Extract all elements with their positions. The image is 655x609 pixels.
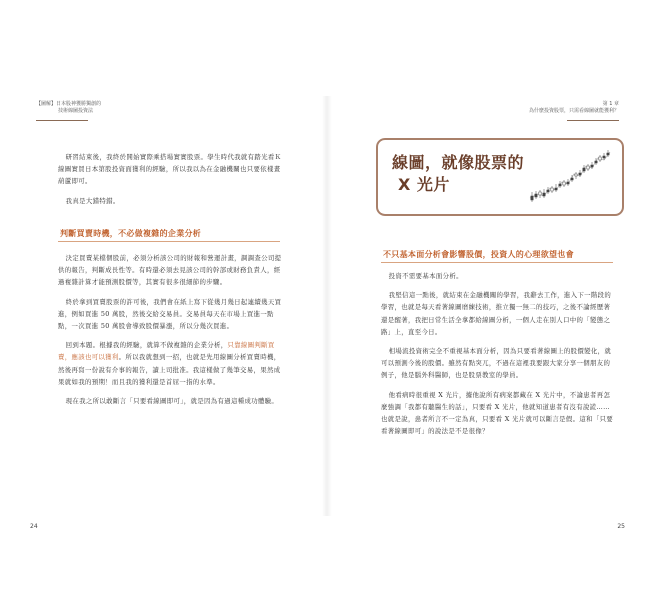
- candle-body: [603, 156, 605, 158]
- candle-body: [543, 193, 545, 196]
- left-running-head-line2: 技術線圖投資法: [58, 108, 94, 114]
- left-running-head: [36, 101, 101, 115]
- chapter-title-line1: 線圖，就像股票的: [392, 153, 525, 172]
- chapter-title: [392, 152, 524, 196]
- left-section-heading: 判斷買賣時機，不必做複雜的企業分析: [60, 229, 202, 238]
- chapter-title-box: [376, 138, 624, 216]
- candle-body: [531, 196, 533, 200]
- highlighted-text: 只靠線圖判斷買賣，應該也可以獲利: [58, 341, 275, 362]
- candle-body: [567, 182, 569, 184]
- candlestick-chart-icon: [528, 146, 612, 208]
- right-section-heading: 不只基本面分析會影響股價，投資人的心理欲望也會: [383, 250, 574, 259]
- candle-body: [535, 194, 537, 197]
- candle-body: [563, 182, 565, 185]
- right-section-rule: [381, 262, 613, 263]
- right-running-head-line1: 第 1 章: [602, 101, 619, 107]
- candle-body: [579, 173, 581, 175]
- left-section-rule: [58, 241, 280, 242]
- left-page-number: 24: [30, 523, 38, 530]
- chapter-title-line2: X 光片: [398, 175, 450, 194]
- candle-body: [559, 184, 561, 186]
- candle-body: [587, 166, 589, 169]
- right-page-number: 25: [617, 523, 625, 530]
- book-gutter: [322, 96, 332, 516]
- candle-body: [539, 192, 541, 195]
- candle-body: [547, 190, 549, 192]
- paragraph-text: 。所以我就想到一招，也就是先用線圖分析買賣時機，然後再寫一份說有介事的報告，讀上司批准。我這樣做了幾筆交易，果然成果就如我的預期！而且我的獲利還是首屈一指的水準。: [58, 353, 281, 386]
- left-running-head-line1: 【圖解】日本股神獲勝獨創的: [36, 101, 102, 107]
- candle-body: [575, 174, 577, 176]
- right-running-head-line2: 為什麼投資股票，只需看線圖就能獲利？: [528, 108, 619, 114]
- right-body-text: [381, 270, 615, 444]
- right-paragraph-3: 相場流投資術完全不重視基本面分析，因為只要看著線圖上的股價變化，就可以預測今後的股價。雖然有點突兀，不過在這裡我要跟大家分享一個朋友的例子，他是腦外科醫師，也是股票教室的學員。: [381, 347, 612, 380]
- candle-body: [555, 188, 557, 190]
- candle-body: [599, 157, 601, 160]
- candle-body: [591, 165, 593, 167]
- right-running-head: [529, 101, 619, 115]
- candle-body: [551, 188, 553, 191]
- left-intro-paragraph-1: 研習結束後，我終於開始實際乘搭場實實股票。學生時代我就有踏光看Ｋ線圖實買日本第股投資面獲利的經驗，所以我以為在金融機關也只要依樣畫葫蘆即可。: [58, 153, 282, 186]
- left-section-paragraph-1: [58, 252, 282, 289]
- right-paragraph-1: 投資不需要基本面分析。: [388, 272, 463, 280]
- candle-body: [571, 178, 573, 180]
- right-running-head-rule: [567, 120, 619, 121]
- left-intro-paragraph-2: 我真是大錯特錯。: [65, 196, 120, 205]
- candle-body: [583, 168, 585, 171]
- paragraph-text: 決定買賣某檔個股前，必須分析該公司的財報和營運計畫，調調查公司提供的報告，判斷成長性等。有時還必須去見該公司的幹部或財務負責人，經過複雜計算才能預測股價等，其實有很多很細節的步驟。: [58, 254, 282, 287]
- left-section-body: [58, 252, 282, 414]
- left-section-paragraph-4: [58, 395, 282, 407]
- left-running-head-rule: [36, 120, 88, 121]
- candle-body: [595, 161, 597, 163]
- paragraph-text: 現在我之所以敢斷言「只要看線圖即可」，就是因為有過這種成功體驗。: [65, 397, 279, 406]
- paragraph-text: 終於拿到買賣股票的許可後，我們會在紙上寫下從幾月幾日起連續幾天買進，例如買進 50 萬股，然後交給交易員。交易員每天在市場上買進一點點，一次買進 50 萬股會導致股價暴漲，所以分幾次買進。: [58, 297, 282, 331]
- right-paragraph-2: 我堅信這一點後，就結束在金融機關的學習，我辭去工作，進入下一階段的學習，也就是每天看著線圖磨練技術，推立獨一無二的技巧，之後不論經歷著還是醒著，我把日常生活全拿都給線圖分析，一個人走在別人口中的「變態之路」上，直至今日。: [381, 291, 612, 336]
- candle-body: [607, 153, 609, 155]
- paragraph-text: 回到本題。根據我的經驗，就算不做複雜的企業分析，: [65, 341, 228, 350]
- left-intro-text: [58, 151, 282, 214]
- left-section-paragraph-3: [58, 339, 282, 388]
- right-paragraph-4: 他看病時很重視 X 光片，據他說所有病案都藏在 X 光片中，不論患者再怎麼強調「我都有聽醫生的話」，只要看 X 光片，他就知道患者有沒有說謊……也就是說，患者所言不一定為真，只要看 X 光片就可以斷言是假。這和「只要看著線圖即可」的說法是不是很像？: [381, 390, 614, 436]
- left-section-paragraph-2: [58, 296, 282, 333]
